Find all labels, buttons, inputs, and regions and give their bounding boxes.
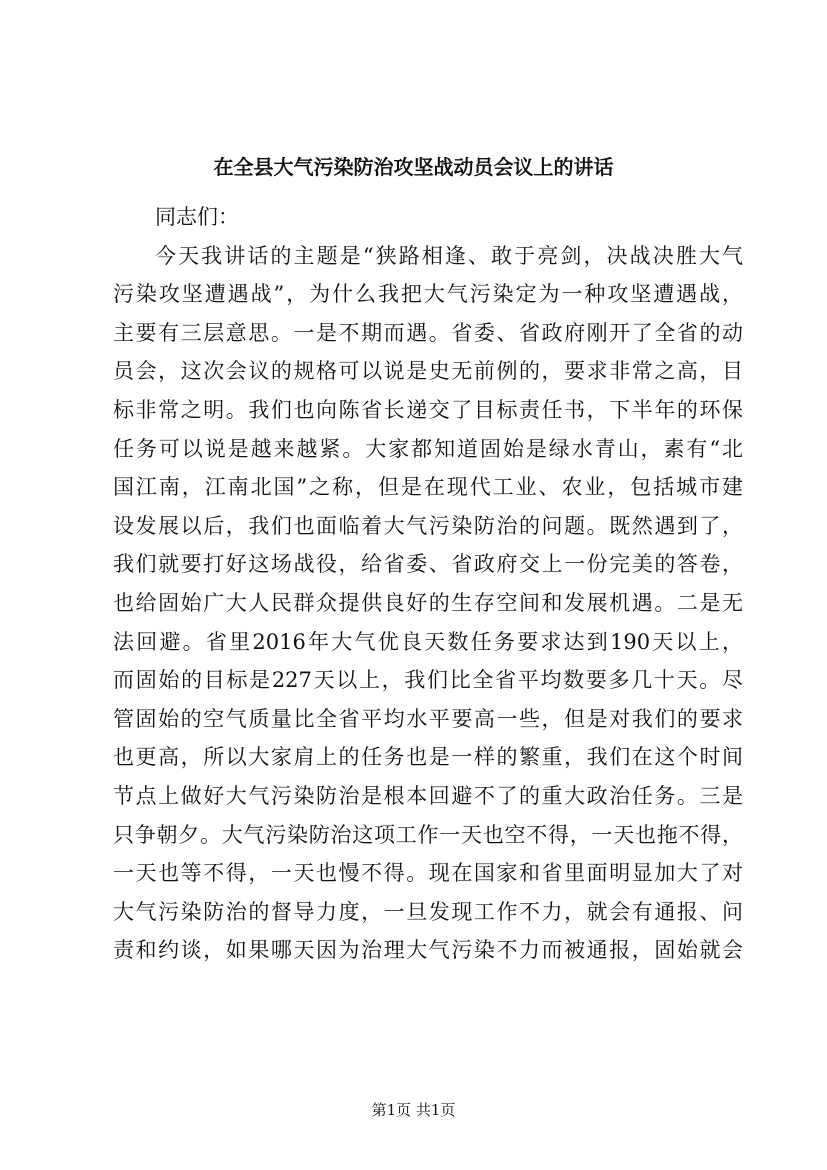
body-line: 责和约谈，如果哪天因为治理大气污染不力而被通报，固始就会: [113, 938, 743, 963]
body-line: 而固始的目标是227天以上，我们比全省平均数要多几十天。尽: [113, 668, 743, 693]
body-line: 标非常之明。我们也向陈省长递交了目标责任书，下半年的环保: [113, 397, 743, 422]
body-line: 管固始的空气质量比全省平均水平要高一些，但是对我们的要求: [113, 706, 743, 731]
body-line: 主要有三层意思。一是不期而遇。省委、省政府刚开了全省的动: [113, 320, 743, 345]
body-line: 只争朝夕。大气污染防治这项工作一天也空不得，一天也拖不得，: [113, 822, 743, 847]
body-line: 也更高，所以大家肩上的任务也是一样的繁重，我们在这个时间: [113, 745, 743, 770]
body-line: 法回避。省里2016年大气优良天数任务要求达到190天以上，: [113, 629, 743, 654]
body-line: 任务可以说是越来越紧。大家都知道固始是绿水青山，素有“北: [113, 436, 743, 461]
body-line: 也给固始广大人民群众提供良好的生存空间和发展机遇。二是无: [113, 590, 743, 615]
salutation-line: 同志们：: [155, 205, 239, 229]
body-line: 员会，这次会议的规格可以说是史无前例的，要求非常之高，目: [113, 359, 743, 384]
body-line: 今天我讲话的主题是“狭路相逢、敢于亮剑，决战决胜大气: [155, 243, 743, 268]
body-line: 国江南，江南北国”之称，但是在现代工业、农业，包括城市建: [113, 475, 743, 500]
body-line: 设发展以后，我们也面临着大气污染防治的问题。既然遇到了，: [113, 513, 743, 538]
body-line: 我们就要打好这场战役，给省委、省政府交上一份完美的答卷，: [113, 552, 743, 577]
document-body: [113, 198, 743, 970]
page-number: 第1页 共1页: [371, 1101, 456, 1119]
body-line: 污染攻坚遭遇战”，为什么我把大气污染定为一种攻坚遭遇战，: [113, 282, 743, 307]
body-line: 节点上做好大气污染防治是根本回避不了的重大政治任务。三是: [113, 783, 743, 808]
body-line: 大气污染防治的督导力度，一旦发现工作不力，就会有通报、问: [113, 899, 743, 924]
body-line: 一天也等不得，一天也慢不得。现在国家和省里面明显加大了对: [113, 861, 743, 886]
document-title: 在全县大气污染防治攻坚战动员会议上的讲话: [213, 155, 614, 179]
